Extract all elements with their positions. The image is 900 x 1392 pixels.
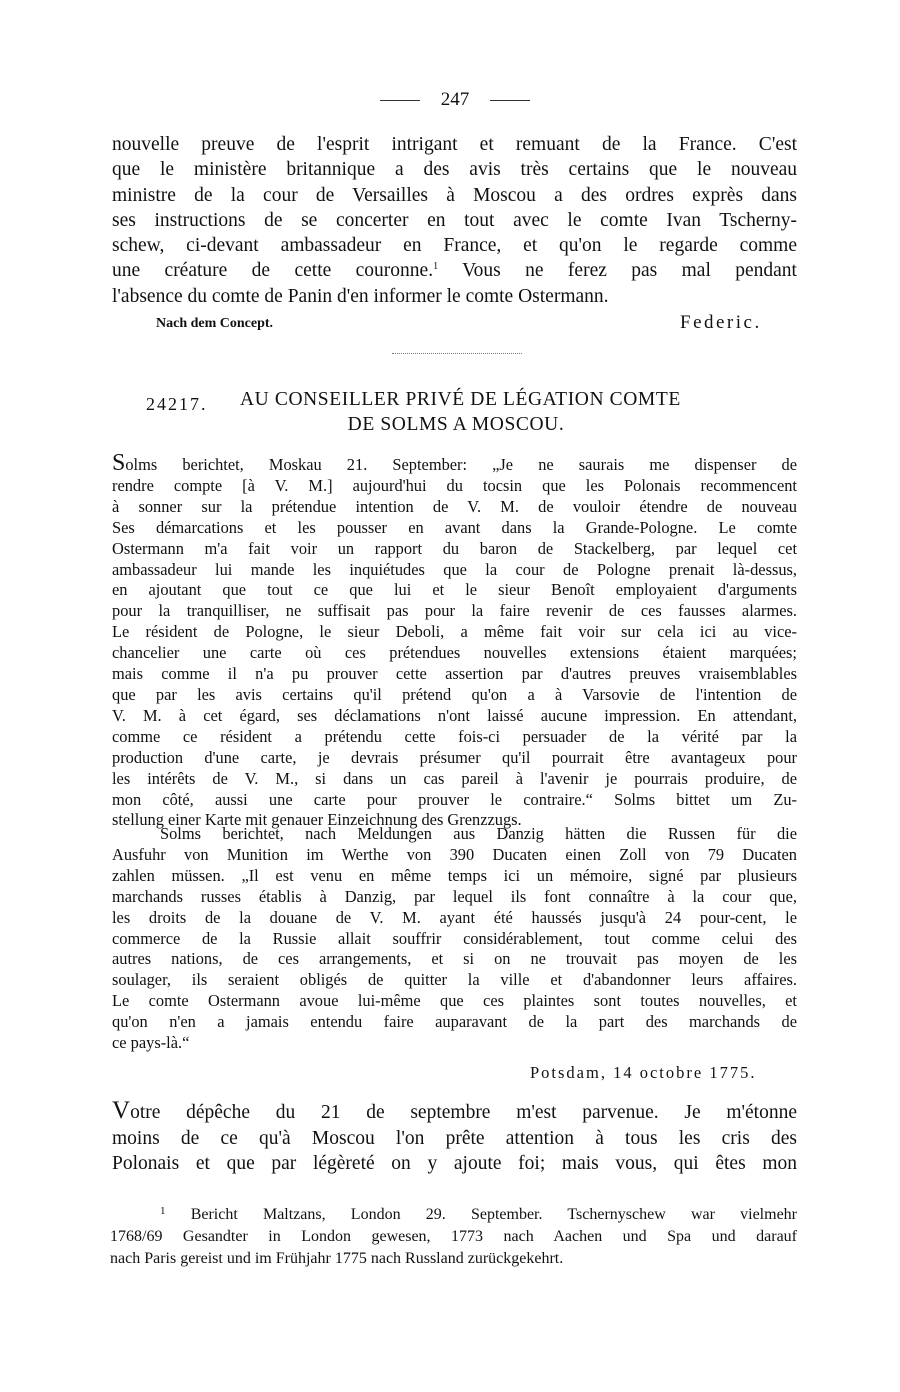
dateline: Potsdam, 14 octobre 1775. xyxy=(530,1063,757,1082)
source-note: Nach dem Concept. xyxy=(156,316,274,331)
signature: Federic. xyxy=(680,312,762,333)
document-number: 24217. xyxy=(146,394,208,414)
text-line: V. M. à cet égard, ses déclamations n'ont laissé aucune impression. En attendant, xyxy=(112,705,797,725)
text-fragment: une créature de cette couronne. xyxy=(112,260,434,282)
text-line: Ostermann m'a fait voir un rapport du baron de Stackelberg, par lequel cet xyxy=(112,538,797,558)
text-fragment: olms berichtet, Moskau 21. September: „Je ne saurais me dispenser de xyxy=(125,455,797,474)
text-line xyxy=(110,1200,797,1226)
text-line: moins de ce qu'à Moscou l'on prête attention à tous les cris des xyxy=(112,1127,797,1149)
page-number: 247 xyxy=(440,89,470,110)
text-line xyxy=(112,1098,797,1126)
text-line: autres nations, de ces arrangements, et si on ne trouvait pas moyen de les xyxy=(112,949,797,969)
text-line: stellung einer Karte mit genauer Einzeichnung des Grenzzugs. xyxy=(112,810,522,830)
text-fragment: Vous ne ferez pas mal pendant xyxy=(462,260,797,282)
text-fragment: Bericht Maltzans, London 29. September. Tschernyschew war vielmehr xyxy=(190,1206,798,1223)
text-line: ce pays-là.“ xyxy=(112,1033,190,1053)
text-line: Le comte Ostermann avoue lui-même que ces plaintes sont toutes nouvelles, et xyxy=(112,991,797,1011)
text-line: rendre compte [à V. M.] aujourd'hui du tocsin que les Polonais recommencent xyxy=(112,475,797,495)
text-line: marchands russes établis à Danzig, par lequel ils font connaître à la cour que, xyxy=(112,886,797,906)
report-summary-2 xyxy=(112,824,797,1054)
text-line: ambassadeur lui mande les inquiétudes que la cour de Pologne prenait là-dessus, xyxy=(112,559,797,579)
text-line: Ausfuhr von Munition im Werthe von 390 Ducaten einen Zoll von 79 Ducaten xyxy=(112,844,797,864)
text-line: Polonais et que par légèreté on y ajoute foi; mais vous, qui êtes mon xyxy=(112,1153,797,1174)
text-line: Solms berichtet, nach Meldungen aus Danzig hätten die Russen für die xyxy=(160,824,797,843)
text-line: ses instructions de se concerter en tout avec le comte Ivan Tscherny- xyxy=(112,209,797,231)
text-line: zahlen müssen. „Il est venu en même temps ici un mémoire, signé par plusieurs xyxy=(112,865,797,885)
page-header xyxy=(380,88,530,114)
text-line: pour la tranquilliser, ne suffisait pas pour la faire revenir de ces fausses alarmes. xyxy=(112,601,797,621)
text-fragment: otre dépêche du 21 de septembre m'est parvenue. Je m'étonne xyxy=(130,1102,797,1123)
drop-cap: V xyxy=(112,1097,131,1124)
text-line: nouvelle preuve de l'esprit intrigant et remuant de la France. C'est xyxy=(112,134,797,155)
text-line: les intérêts de V. M., si dans un cas pareil à l'avenir je pourrais produire, de xyxy=(112,768,797,788)
text-line: qu'on n'en a jamais entendu faire auparavant de la part des marchands de xyxy=(112,1012,797,1032)
text-line: chancelier une carte où ces prétendues nouvelles extensions étaient marquées; xyxy=(112,643,797,663)
text-line: mon côté, aussi une carte pour prouver le contraire.“ Solms bittet um Zu- xyxy=(112,789,797,809)
text-line: 1768/69 Gesandter in London gewesen, 1773 nach Aachen und Spa und darauf xyxy=(110,1228,797,1245)
text-line: comme ce résident a prétendu cette fois-ci persuader de la vérité par la xyxy=(112,726,797,746)
letter-body xyxy=(112,1098,797,1177)
text-line: que par les avis certains qu'il prétend qu'on a à Varsovie de l'intention de xyxy=(112,684,797,704)
header-rule-right xyxy=(490,100,530,101)
section-separator xyxy=(392,353,522,355)
closing-paragraph xyxy=(112,132,797,309)
footnote xyxy=(110,1200,797,1270)
text-line: Ses démarcations et les pousser en avant dans la Grande-Pologne. Le comte xyxy=(112,517,797,537)
text-line: schew, ci-devant ambassadeur en France, et qu'on le regarde comme xyxy=(112,235,797,257)
document-heading-line2: DE SOLMS A MOSCOU. xyxy=(347,414,565,435)
text-line: les droits de la douane de V. M. ayant été haussés jusqu'à 24 pour-cent, le xyxy=(112,907,797,927)
text-line: Le résident de Pologne, le sieur Deboli, a même fait voir sur cela ici au vice- xyxy=(112,622,797,642)
text-line xyxy=(112,450,797,476)
drop-cap: S xyxy=(112,450,126,476)
report-summary-1 xyxy=(112,450,797,831)
text-line: soulager, ils seraient obligés de quitter la ville et d'abandonner leurs affaires. xyxy=(112,970,797,990)
text-line: mais comme il n'a pu prouver cette assertion par d'autres preuves vraisemblables xyxy=(112,664,797,684)
text-line: que le ministère britannique a des avis très certains que le nouveau xyxy=(112,159,797,181)
document-heading-line1: AU CONSEILLER PRIVÉ DE LÉGATION COMTE xyxy=(240,389,681,410)
text-line: commerce de la Russie allait souffrir considérablement, tout comme celui des xyxy=(112,928,797,948)
text-line: l'absence du comte de Panin d'en informer le comte Ostermann. xyxy=(112,285,609,307)
footnote-mark: 1 xyxy=(160,1205,166,1217)
text-line: nach Paris gereist und im Frühjahr 1775 nach Russland zurückgekehrt. xyxy=(110,1250,564,1267)
text-line-with-note xyxy=(112,258,797,283)
footnote-reference: 1 xyxy=(433,261,439,273)
text-line: en ajoutant que tout ce que lui et le sieur Benoît employaient d'arguments xyxy=(112,580,797,600)
text-line: à sonner sur la prétendue intention de V. M. de vouloir étendre de nouveau xyxy=(112,496,797,516)
text-line: ministre de la cour de Versailles à Moscou a des ordres exprès dans xyxy=(112,184,797,206)
text-line: production d'une carte, je devrais présumer qu'il pourrait être avantageux pour xyxy=(112,747,797,767)
